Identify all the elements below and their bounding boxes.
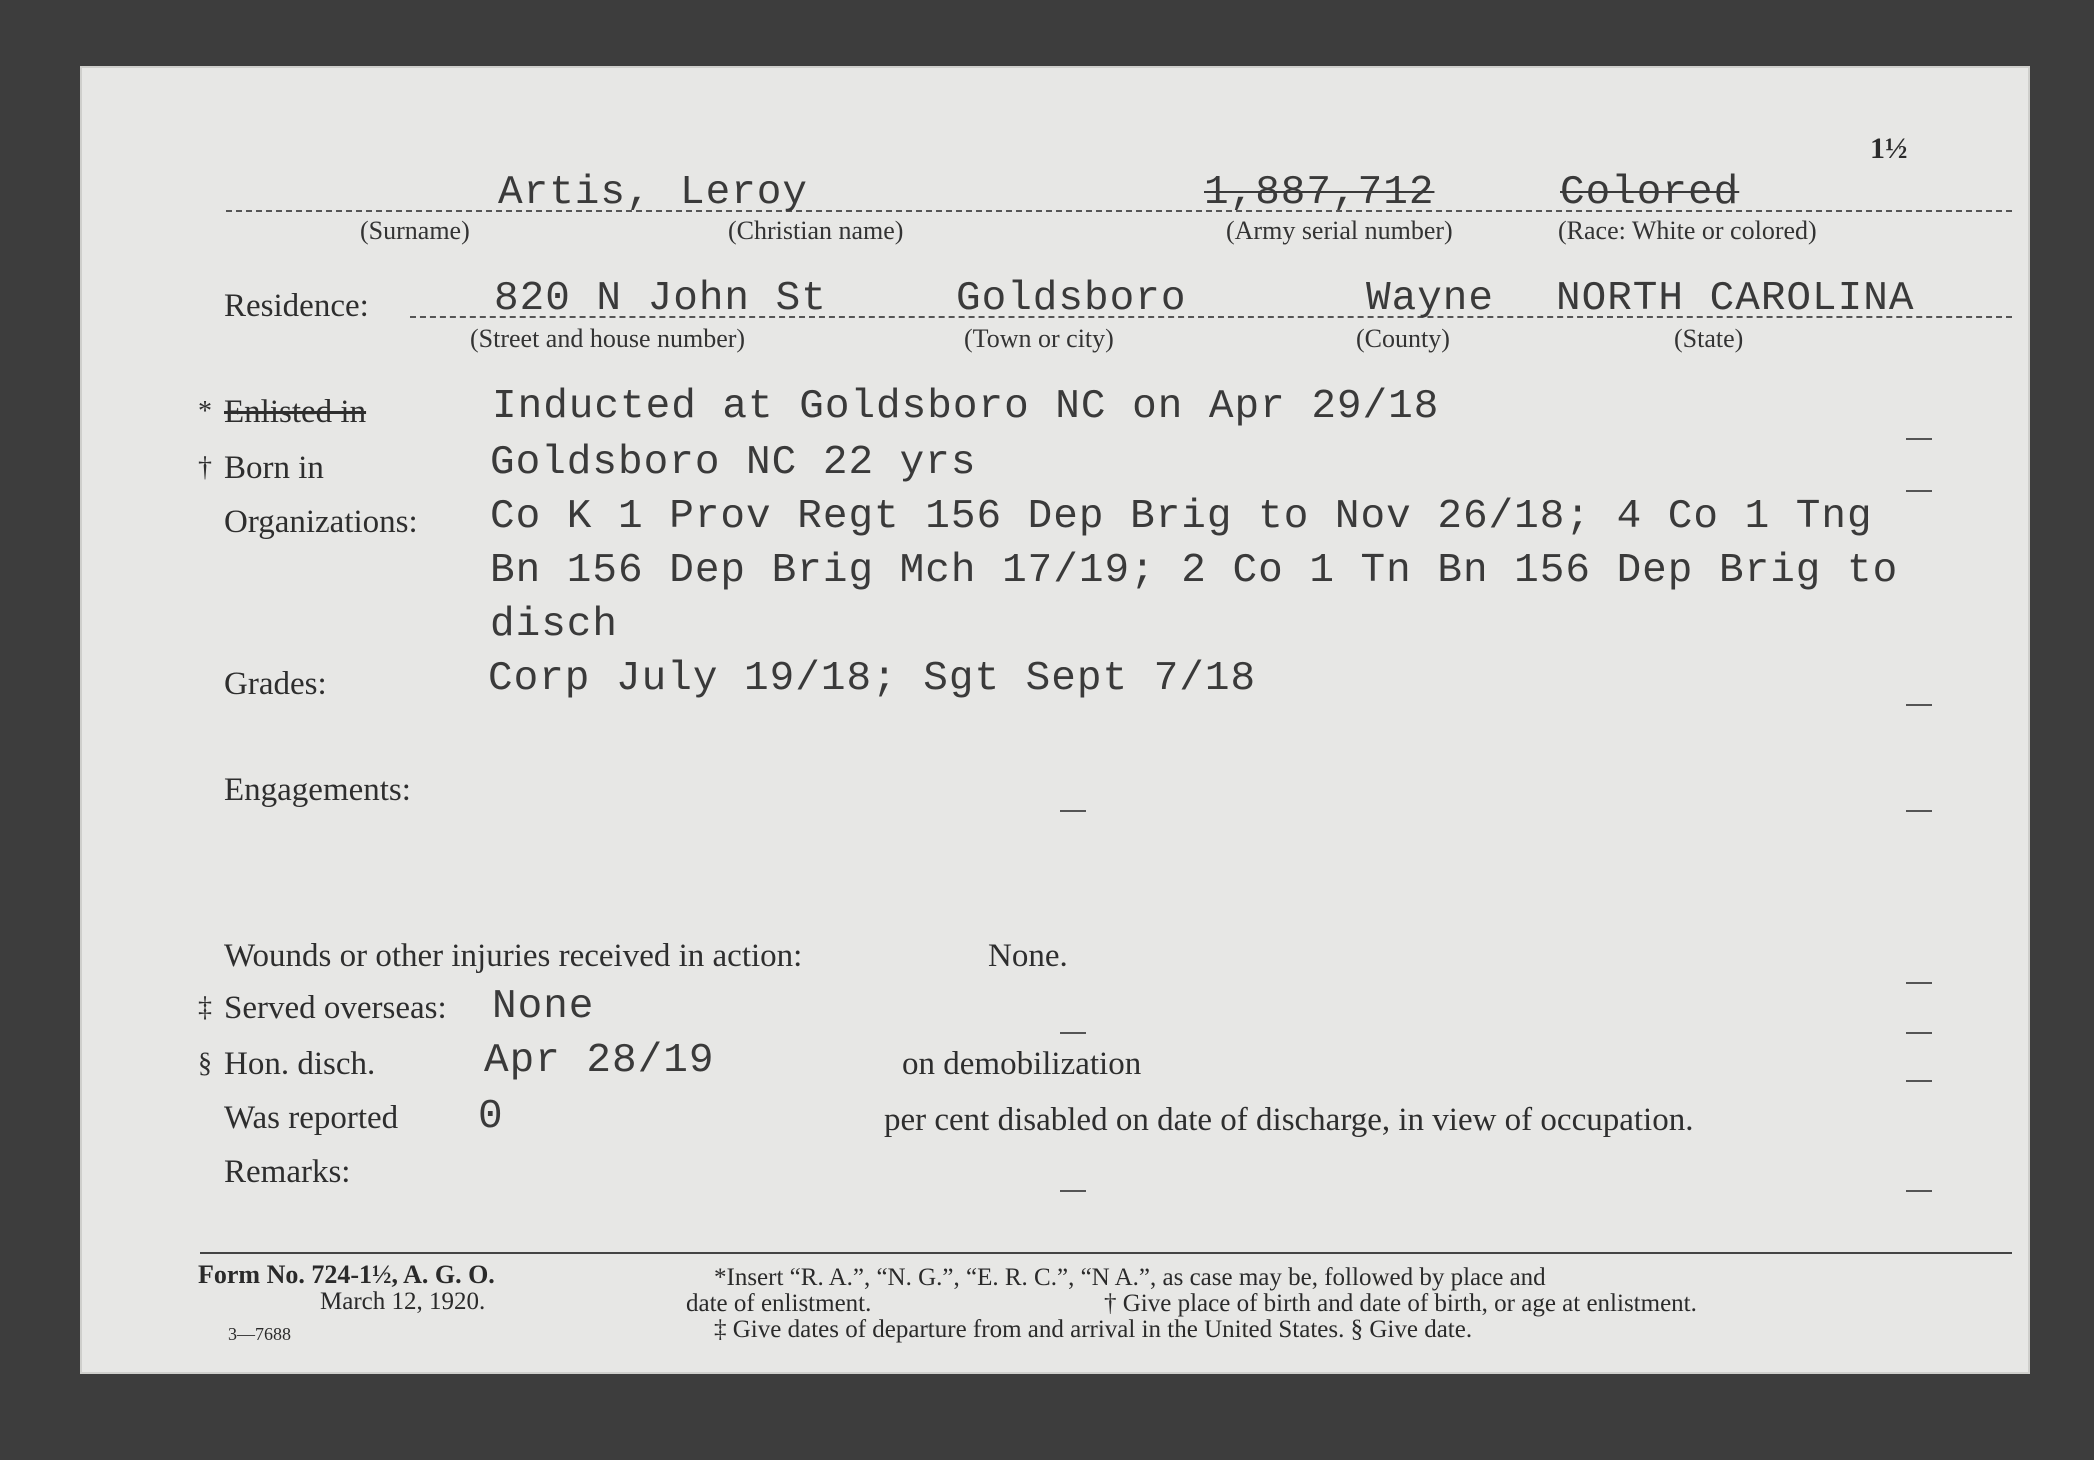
residence-label: Residence: bbox=[224, 288, 369, 324]
grades-end-tick bbox=[1906, 704, 1932, 706]
form-code: 3—7688 bbox=[228, 1324, 291, 1344]
organizations-line-1: Co K 1 Prov Regt 156 Dep Brig to Nov 26/18; 4 Co 1 Tng bbox=[490, 494, 1873, 540]
remarks-label: Remarks: bbox=[224, 1154, 351, 1190]
name-dotted-line bbox=[226, 210, 2012, 212]
section-mark: § bbox=[198, 1048, 212, 1079]
remarks-end-tick bbox=[1906, 1190, 1932, 1192]
serial-number-value: 1,887,712 bbox=[1204, 170, 1435, 216]
remarks-mid-tick bbox=[1060, 1190, 1086, 1192]
wounds-label: Wounds or other injuries received in action: bbox=[224, 938, 803, 974]
hon-disch-end-tick bbox=[1906, 1080, 1932, 1082]
engagements-label: Engagements: bbox=[224, 772, 411, 808]
draft-record-card bbox=[80, 66, 2030, 1374]
reported-label: Was reported bbox=[224, 1100, 399, 1136]
christian-name-caption: (Christian name) bbox=[728, 216, 904, 245]
organizations-label: Organizations: bbox=[224, 504, 418, 540]
town-caption: (Town or city) bbox=[964, 324, 1114, 353]
form-date: March 12, 1920. bbox=[320, 1288, 486, 1315]
surname-caption: (Surname) bbox=[360, 216, 470, 245]
served-end-tick-2 bbox=[1906, 1032, 1932, 1034]
christian-name-value: Leroy bbox=[680, 170, 809, 216]
footnote-line-1: *Insert “R. A.”, “N. G.”, “E. R. C.”, “N A.”, as case may be, followed by place and bbox=[714, 1264, 1546, 1291]
state-value: NORTH CAROLINA bbox=[1556, 276, 1915, 322]
street-caption: (Street and house number) bbox=[470, 324, 746, 353]
street-value: 820 N John St bbox=[494, 276, 827, 322]
hon-disch-value: Apr 28/19 bbox=[484, 1038, 715, 1084]
demobilization-text: on demobilization bbox=[902, 1046, 1142, 1082]
born-value: Goldsboro NC 22 yrs bbox=[490, 440, 977, 486]
footnote-line-2a: date of enlistment. bbox=[686, 1290, 872, 1317]
race-caption: (Race: White or colored) bbox=[1558, 216, 1817, 245]
county-value: Wayne bbox=[1366, 276, 1495, 322]
grades-value: Corp July 19/18; Sgt Sept 7/18 bbox=[488, 656, 1257, 702]
surname-value: Artis, bbox=[498, 170, 652, 216]
organizations-line-3: disch bbox=[490, 602, 619, 648]
disabled-text: per cent disabled on date of discharge, in view of occupation. bbox=[884, 1102, 1694, 1138]
organizations-line-2: Bn 156 Dep Brig Mch 17/19; 2 Co 1 Tn Bn 156 Dep Brig to bbox=[490, 548, 1899, 594]
engagements-end-tick bbox=[1906, 810, 1932, 812]
born-end-tick bbox=[1906, 490, 1932, 492]
card-page-number: 1½ bbox=[1870, 132, 1908, 165]
footnote-line-3: ‡ Give dates of departure from and arrival in the United States. § Give date. bbox=[714, 1316, 1473, 1343]
served-end-tick bbox=[1906, 982, 1932, 984]
double-dagger-mark: ‡ bbox=[198, 992, 212, 1023]
served-overseas-label: Served overseas: bbox=[224, 990, 447, 1026]
served-overseas-value: None bbox=[492, 984, 595, 1030]
enlisted-label: Enlisted in bbox=[224, 394, 367, 430]
footer-rule bbox=[200, 1252, 2012, 1254]
town-value: Goldsboro bbox=[956, 276, 1187, 322]
county-caption: (County) bbox=[1356, 324, 1450, 353]
grades-label: Grades: bbox=[224, 666, 327, 702]
hon-disch-label: Hon. disch. bbox=[224, 1046, 376, 1082]
engagements-mid-tick bbox=[1060, 810, 1086, 812]
dagger-mark: † bbox=[198, 452, 212, 483]
wounds-value: None. bbox=[988, 938, 1068, 974]
race-value: Colored bbox=[1560, 170, 1740, 216]
footnote-line-2b: † Give place of birth and date of birth, or age at enlistment. bbox=[1104, 1290, 1697, 1317]
served-mid-tick bbox=[1060, 1032, 1086, 1034]
born-label: Born in bbox=[224, 450, 324, 486]
state-caption: (State) bbox=[1674, 324, 1744, 353]
star-mark: * bbox=[198, 396, 212, 427]
enlisted-end-tick bbox=[1906, 438, 1932, 440]
reported-value: 0 bbox=[478, 1094, 504, 1140]
form-number: Form No. 724-1½, A. G. O. bbox=[198, 1260, 495, 1289]
serial-caption: (Army serial number) bbox=[1226, 216, 1453, 245]
enlisted-value: Inducted at Goldsboro NC on Apr 29/18 bbox=[492, 384, 1440, 430]
